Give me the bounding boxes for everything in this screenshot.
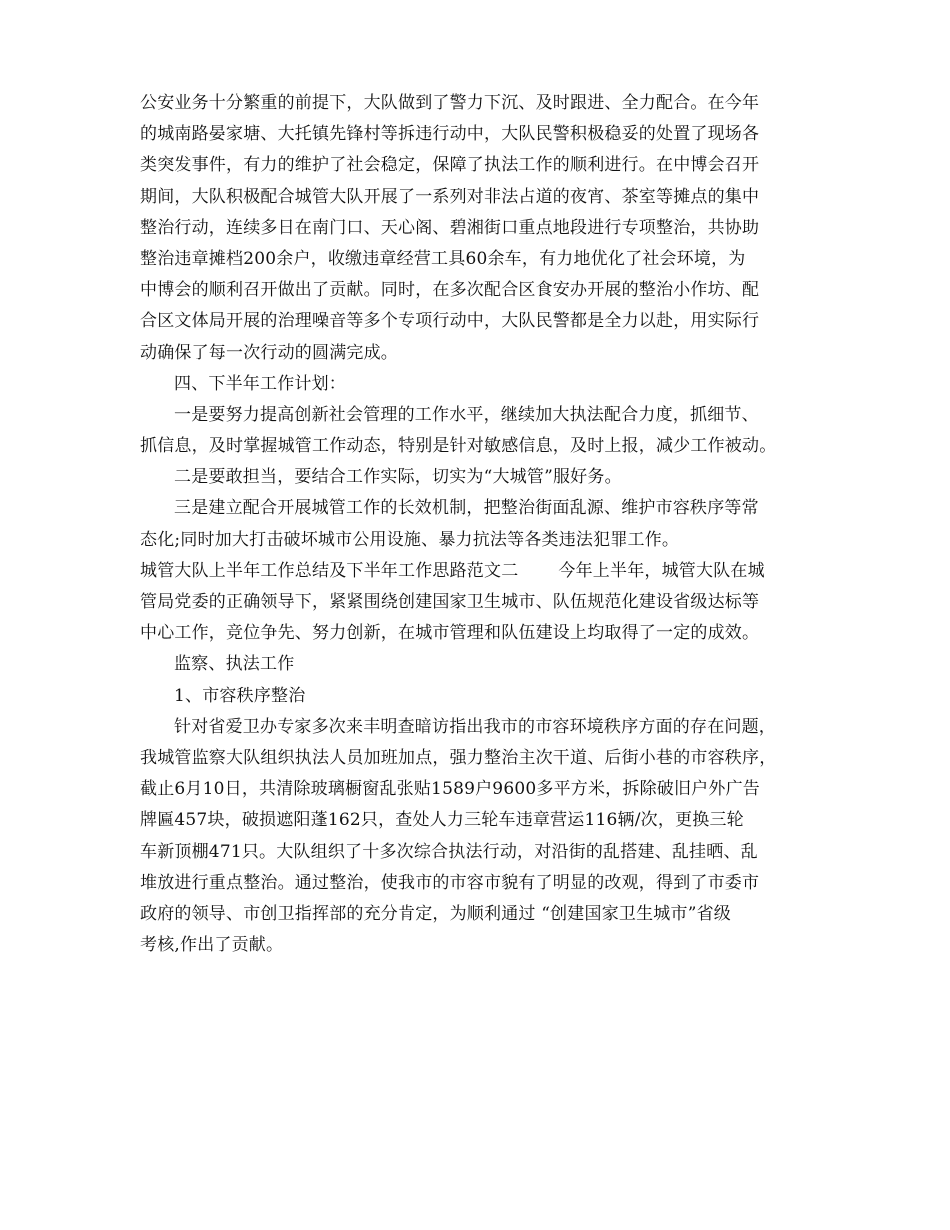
paragraph-line: 公安业务十分繁重的前提下，大队做到了警力下沉、及时跟进、全力配合。在今年 <box>140 93 760 113</box>
paragraph-line: 堆放进行重点整治。通过整治，使我市的市容市貌有了明显的改观，得到了市委市 <box>140 872 760 893</box>
paragraph-line: 截止6月10日，共清除玻璃橱窗乱张贴1589户9600多平方米，拆除破旧户外广告 <box>140 779 760 800</box>
paragraph-line: 期间，大队积极配合城管大队开展了一系列对非法占道的夜宵、茶室等摊点的集中 <box>140 186 760 207</box>
paragraph-line: 类突发事件，有力的维护了社会稳定，保障了执法工作的顺利进行。在中博会召开 <box>140 155 760 176</box>
paragraph-line: 态化;同时加大打击破坏城市公用设施、暴力抗法等各类违法犯罪工作。 <box>140 529 680 550</box>
paragraph-line: 管局党委的正确领导下，紧紧围绕创建国家卫生城市、队伍规范化建设省级达标等 <box>140 592 760 612</box>
paragraph-line: 的城南路晏家塘、大托镇先锋村等拆违行动中，大队民警积极稳妥的处置了现场各 <box>140 124 760 145</box>
paragraph-line: 中博会的顺利召开做出了贡献。同时，在多次配合区食安办开展的整治小作坊、配 <box>140 280 760 301</box>
paragraph-line: 整治违章摊档200余户，收缴违章经营工具60余车，有力地优化了社会环境，为 <box>140 248 746 269</box>
paragraph-line: 考核,作出了贡献。 <box>140 935 284 956</box>
paragraph-line: 车新顶棚471只。大队组织了十多次综合执法行动，对沿街的乱搭建、乱挂晒、乱 <box>140 841 758 862</box>
document-title: 城管大队上半年工作总结及下半年工作思路范文二 <box>140 560 519 581</box>
paragraph-line: 一是要努力提高创新社会管理的工作水平，继续加大执法配合力度，抓细节、 <box>174 404 759 425</box>
paragraph-line: 动确保了每一次行动的圆满完成。 <box>140 342 398 363</box>
paragraph-line: 针对省爱卫办专家多次来丰明查暗访指出我市的市容环境秩序方面的存在问题， <box>174 716 776 737</box>
paragraph-line: 政府的领导、市创卫指挥部的充分肯定，为顺利通过 “创建国家卫生城市”省级 <box>140 903 731 924</box>
paragraph-line: 二是要敢担当，要结合工作实际，切实为“大城管”服好务。 <box>174 467 622 488</box>
section-heading: 四、下半年工作计划： <box>174 373 346 394</box>
paragraph-line: 中心工作，竞位争先、努力创新，在城市管理和队伍建设上均取得了一定的成效。 <box>140 623 760 644</box>
title-line <box>140 556 820 587</box>
subsection-heading: 1、市容秩序整治 <box>174 685 306 706</box>
paragraph-line: 整治行动，连续多日在南门口、天心阁、碧湘街口重点地段进行专项整治，共协助 <box>140 217 760 238</box>
paragraph-line: 三是建立配合开展城管工作的长效机制，把整治街面乱源、维护市容秩序等常 <box>174 498 759 519</box>
paragraph-line: 我城管监察大队组织执法人员加班加点，强力整治主次干道、后街小巷的市容秩序， <box>140 747 777 768</box>
paragraph-line: 牌匾457块，破损遮阳蓬162只，查处人力三轮车违章营运116辆/次，更换三轮 <box>140 810 744 831</box>
document-page <box>140 88 820 961</box>
paragraph-start: 今年上半年，城管大队在城 <box>558 560 765 581</box>
paragraph-line: 抓信息，及时掌握城管工作动态，特别是针对敏感信息，及时上报，减少工作被动。 <box>140 436 777 457</box>
section-heading: 监察、执法工作 <box>174 654 295 675</box>
paragraph-line: 合区文体局开展的治理噪音等多个专项行动中，大队民警都是全力以赴，用实际行 <box>140 311 760 332</box>
